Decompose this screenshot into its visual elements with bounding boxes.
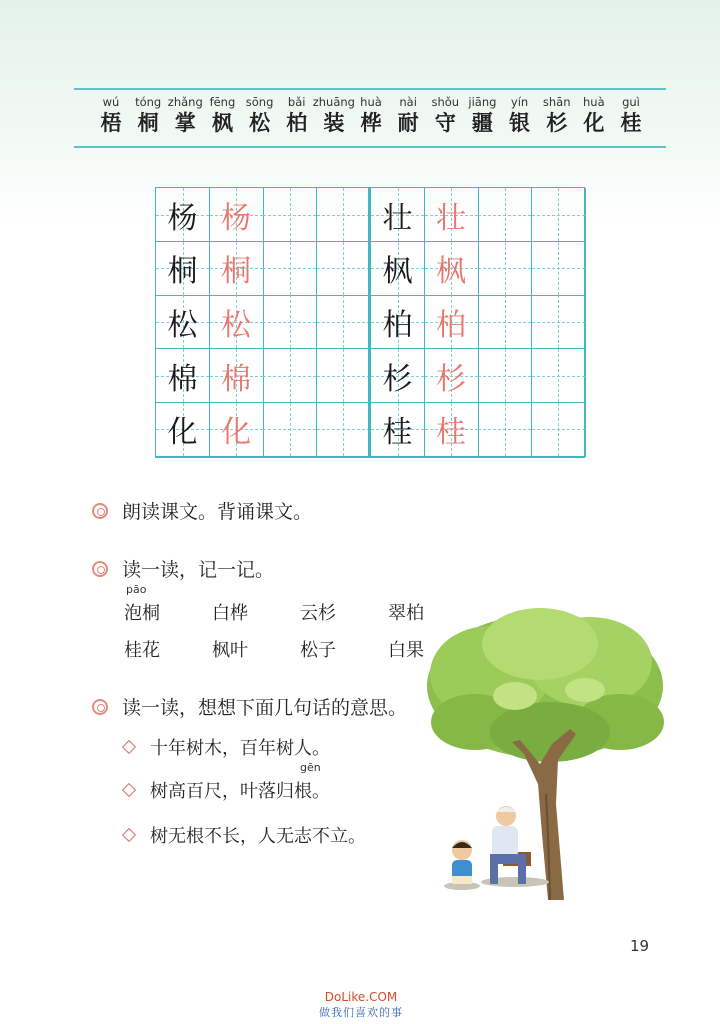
vocab-character: 装 [323, 110, 345, 135]
model-character: 柏 [382, 307, 413, 343]
grid-cell [532, 349, 586, 403]
vocab-character: 桂 [620, 110, 642, 135]
vocab-pinyin: nài [399, 95, 417, 109]
trace-character: 枫 [436, 254, 466, 290]
grid-cell [371, 242, 425, 296]
child-figure [444, 840, 480, 890]
watermark [296, 990, 426, 1020]
word-text: 白果 [388, 640, 424, 661]
vocab-pinyin: bǎi [287, 95, 306, 109]
proverb-2-sentence: 树高百尺，叶落归根。 [150, 781, 330, 802]
vocab-item [616, 94, 646, 136]
grid-cell [425, 295, 479, 349]
word-text: 泡桐 [124, 603, 160, 624]
vocab-character: 梧 [100, 110, 122, 135]
grid-cell [532, 295, 586, 349]
grid-cell [263, 242, 317, 296]
word-text: 桂花 [124, 640, 160, 661]
diamond-bullet-icon [122, 828, 136, 842]
vocab-pinyin: guì [622, 95, 640, 109]
grid-cell [317, 403, 371, 457]
bottom-rule [74, 146, 666, 148]
word-text: 松子 [300, 640, 336, 661]
trace-character: 杉 [436, 361, 466, 397]
vocab-character: 化 [583, 110, 605, 135]
exercise-2 [92, 555, 274, 582]
vocab-item [133, 94, 163, 136]
vocab-pinyin: huà [583, 95, 605, 109]
vocab-character: 桦 [360, 110, 382, 135]
exercise-2-text: 读一读，记一记。 [122, 559, 275, 581]
grandfather-figure [481, 806, 549, 887]
exercise-3 [92, 693, 407, 720]
proverb-text: 树无根不长，人无志不立。 [150, 826, 366, 847]
proverb-2 [124, 761, 330, 803]
model-character: 棉 [167, 361, 198, 397]
exercise-icon [92, 699, 108, 715]
model-character: 松 [167, 307, 198, 343]
proverb-1 [124, 734, 330, 760]
vocab-item [542, 94, 572, 136]
vocab-pinyin: fēng [209, 95, 236, 109]
grid-cell [371, 188, 425, 242]
diamond-bullet-icon [122, 783, 136, 797]
grid-cell [478, 242, 532, 296]
vocab-character: 耐 [397, 110, 419, 135]
grid-cell [371, 295, 425, 349]
tree-illustration [420, 604, 670, 900]
watermark-brand: DoLike.COM [324, 990, 398, 1004]
grid-cell [210, 403, 264, 457]
grid-cell [532, 242, 586, 296]
grid-cell [210, 188, 264, 242]
grid-cell [317, 295, 371, 349]
trace-character: 松 [221, 307, 251, 343]
trace-character: 桐 [221, 254, 251, 290]
grid-cell [371, 403, 425, 457]
vocab-character: 枫 [211, 110, 233, 135]
word-item [300, 599, 388, 625]
grid-cell [263, 403, 317, 457]
vocab-character: 疆 [471, 110, 493, 135]
trace-character: 棉 [221, 361, 251, 397]
grid-cell [478, 295, 532, 349]
vocab-character: 银 [509, 110, 531, 135]
vocab-pinyin: zhǎng [167, 95, 203, 109]
word-text: 翠柏 [388, 603, 424, 624]
vocab-pinyin: shǒu [431, 95, 460, 109]
grid-cell [317, 242, 371, 296]
grid-cell [425, 242, 479, 296]
vocab-item [505, 94, 535, 136]
word-item [124, 583, 212, 625]
model-character: 壮 [382, 200, 413, 236]
model-character: 杨 [167, 200, 198, 236]
vocab-character: 杉 [546, 110, 568, 135]
grid-cell [425, 403, 479, 457]
grid-cell [425, 188, 479, 242]
vocab-character: 守 [434, 110, 456, 135]
grid-cell [478, 403, 532, 457]
proverb-text [150, 761, 330, 803]
model-character: 枫 [382, 254, 413, 290]
vocab-item [167, 94, 203, 136]
grid-cell [263, 188, 317, 242]
grid-cell [156, 349, 210, 403]
vocab-item [282, 94, 312, 136]
grid-cell [210, 242, 264, 296]
grid-cell [156, 188, 210, 242]
proverb-text: 十年树木，百年树人。 [150, 738, 330, 759]
word-item [124, 636, 212, 662]
grid-cell [156, 242, 210, 296]
vocab-item [356, 94, 386, 136]
diamond-bullet-icon [122, 740, 136, 754]
top-rule [74, 88, 666, 90]
vocab-pinyin: tóng [135, 95, 162, 109]
grid-cell [425, 349, 479, 403]
grid-cell [317, 188, 371, 242]
exercise-icon [92, 503, 108, 519]
vocab-pinyin: yín [510, 95, 529, 109]
exercise-1 [92, 497, 312, 524]
vocab-character: 松 [249, 110, 271, 135]
proverb-3 [124, 822, 366, 848]
vocab-item [393, 94, 423, 136]
exercise-icon [92, 561, 108, 577]
model-character: 杉 [382, 361, 413, 397]
vocab-pinyin: sōng [245, 95, 274, 109]
exercise-3-text: 读一读，想想下面几句话的意思。 [122, 697, 408, 719]
vocab-item [467, 94, 497, 136]
grid-cell [317, 349, 371, 403]
grid-cell [371, 349, 425, 403]
vocab-pinyin: wú [102, 95, 120, 109]
vocab-character: 柏 [286, 110, 308, 135]
word-item [212, 599, 300, 625]
word-item [212, 636, 300, 662]
grid-cell [210, 349, 264, 403]
vocab-item [312, 94, 355, 136]
vocab-item [245, 94, 275, 136]
grid-cell [478, 349, 532, 403]
writing-grid [155, 187, 585, 458]
vocab-pinyin: jiāng [468, 95, 497, 109]
vocab-character: 掌 [174, 110, 196, 135]
word-item [300, 636, 388, 662]
pinyin-annotation: pāo [126, 583, 147, 596]
word-text: 枫叶 [212, 640, 248, 661]
grid-cell [263, 349, 317, 403]
model-character: 桂 [382, 415, 413, 451]
vocab-item [579, 94, 609, 136]
trace-character: 壮 [436, 200, 466, 236]
grid-cell [478, 188, 532, 242]
tree-canopy [427, 608, 664, 762]
trace-character: 桂 [436, 415, 466, 451]
vocab-item [207, 94, 237, 136]
grid-cell [532, 188, 586, 242]
trace-character: 杨 [221, 200, 251, 236]
model-character: 桐 [167, 254, 198, 290]
word-text: 云杉 [300, 603, 336, 624]
grid-cell [532, 403, 586, 457]
grid-cell [210, 295, 264, 349]
vocab-item [96, 94, 126, 136]
pinyin-annotation: gēn [300, 761, 321, 774]
trace-character: 化 [221, 415, 251, 451]
word-text: 白桦 [212, 603, 248, 624]
vocab-pinyin: shān [542, 95, 571, 109]
grid-cell [156, 295, 210, 349]
trace-character: 柏 [436, 307, 466, 343]
vocab-pinyin: huà [360, 95, 382, 109]
model-character: 化 [167, 415, 198, 451]
vocabulary-strip [74, 88, 666, 146]
vocab-item [430, 94, 460, 136]
watermark-slogan: 做我们喜欢的事 [319, 1006, 403, 1019]
exercise-1-text: 朗读课文。背诵课文。 [122, 501, 313, 523]
grid-cell [263, 295, 317, 349]
page-number: 19 [630, 937, 650, 955]
vocabulary-row [96, 94, 646, 136]
vocab-character: 桐 [137, 110, 159, 135]
grid-cell [156, 403, 210, 457]
vocab-pinyin: zhuāng [312, 95, 355, 109]
